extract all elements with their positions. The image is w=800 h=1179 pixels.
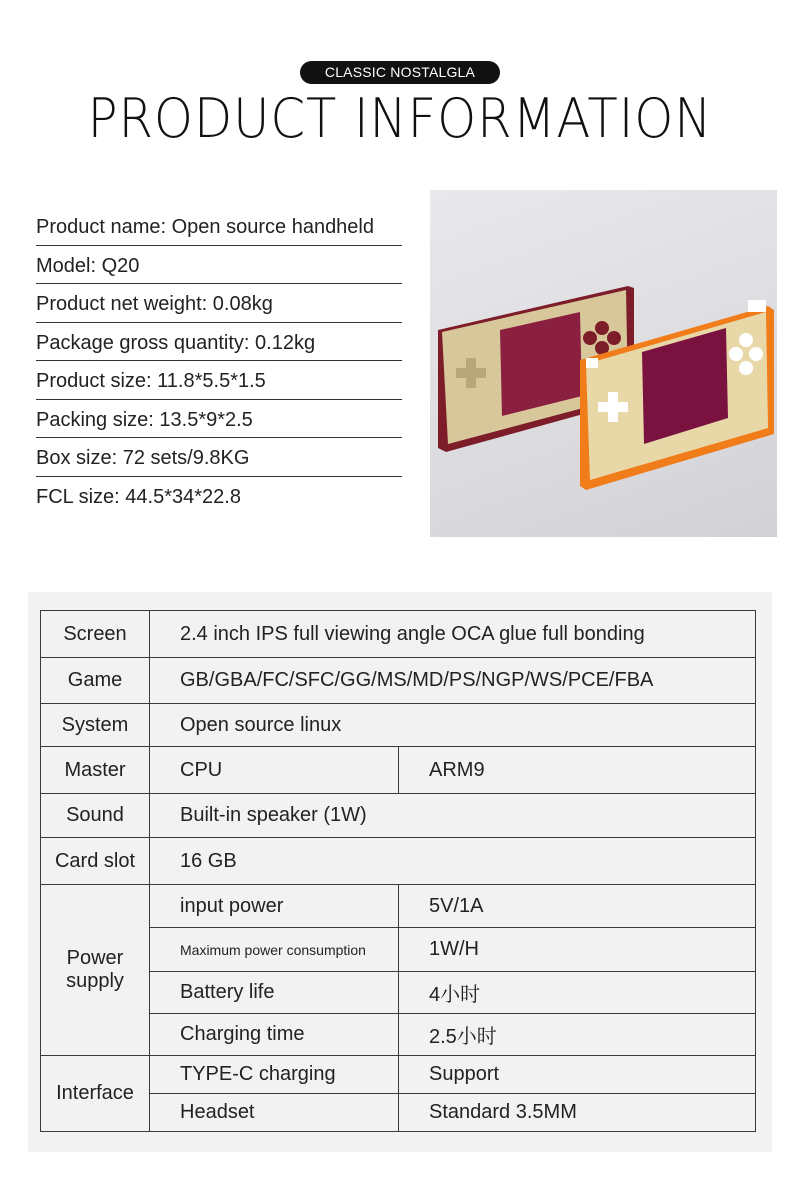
spec-key: TYPE-C charging [150, 1056, 399, 1094]
spec-value: 16 GB [150, 838, 756, 885]
info-model: Model: Q20 [36, 246, 402, 285]
spec-value: 4小时 [399, 972, 756, 1014]
page-title: PRODUCT INFORMATION [87, 87, 713, 150]
product-photo [430, 190, 777, 537]
spec-row-master [41, 747, 756, 794]
spec-label: Master [41, 747, 150, 794]
spec-label: System [41, 704, 150, 747]
spec-key: Headset [150, 1094, 399, 1132]
spec-label-line: supply [66, 970, 124, 992]
spec-value: Standard 3.5MM [399, 1094, 756, 1132]
info-net-weight: Product net weight: 0.08kg [36, 284, 402, 323]
spec-value: Open source linux [150, 704, 756, 747]
spec-key: CPU [150, 747, 399, 794]
spec-label: Screen [41, 611, 150, 658]
spec-table [40, 610, 756, 1132]
spec-label: Sound [41, 794, 150, 838]
spec-row-interface-typec [41, 1056, 756, 1094]
spec-row-system [41, 704, 756, 747]
header-badge: CLASSIC NOSTALGLA [300, 61, 500, 84]
spec-row-screen [41, 611, 756, 658]
spec-key: Maximum power consumption [150, 928, 399, 972]
spec-value: Built-in speaker (1W) [150, 794, 756, 838]
info-product-name: Product name: Open source handheld [36, 207, 402, 246]
spec-panel [28, 592, 772, 1152]
spec-key: Battery life [150, 972, 399, 1014]
handheld-devices-illustration [430, 190, 777, 537]
spec-label: Interface [41, 1056, 150, 1132]
spec-key: Charging time [150, 1014, 399, 1056]
spec-label: Game [41, 658, 150, 704]
spec-value: 2.5小时 [399, 1014, 756, 1056]
spec-row-game [41, 658, 756, 704]
spec-label: Card slot [41, 838, 150, 885]
spec-label-power-supply [41, 885, 150, 1056]
spec-value: Support [399, 1056, 756, 1094]
spec-key: input power [150, 885, 399, 928]
spec-row-card-slot [41, 838, 756, 885]
spec-value: ARM9 [399, 747, 756, 794]
info-product-size: Product size: 11.8*5.5*1.5 [36, 361, 402, 400]
spec-value: GB/GBA/FC/SFC/GG/MS/MD/PS/NGP/WS/PCE/FBA [150, 658, 756, 704]
spec-row-power-input [41, 885, 756, 928]
spec-value: 2.4 inch IPS full viewing angle OCA glue full bonding [150, 611, 756, 658]
info-packing-size: Packing size: 13.5*9*2.5 [36, 400, 402, 439]
spec-label-line: Power [66, 947, 124, 969]
product-info-list [36, 207, 402, 515]
info-gross-quantity: Package gross quantity: 0.12kg [36, 323, 402, 362]
info-box-size: Box size: 72 sets/9.8KG [36, 438, 402, 477]
spec-value: 5V/1A [399, 885, 756, 928]
spec-value: 1W/H [399, 928, 756, 972]
spec-row-sound [41, 794, 756, 838]
info-fcl-size: FCL size: 44.5*34*22.8 [36, 485, 241, 508]
